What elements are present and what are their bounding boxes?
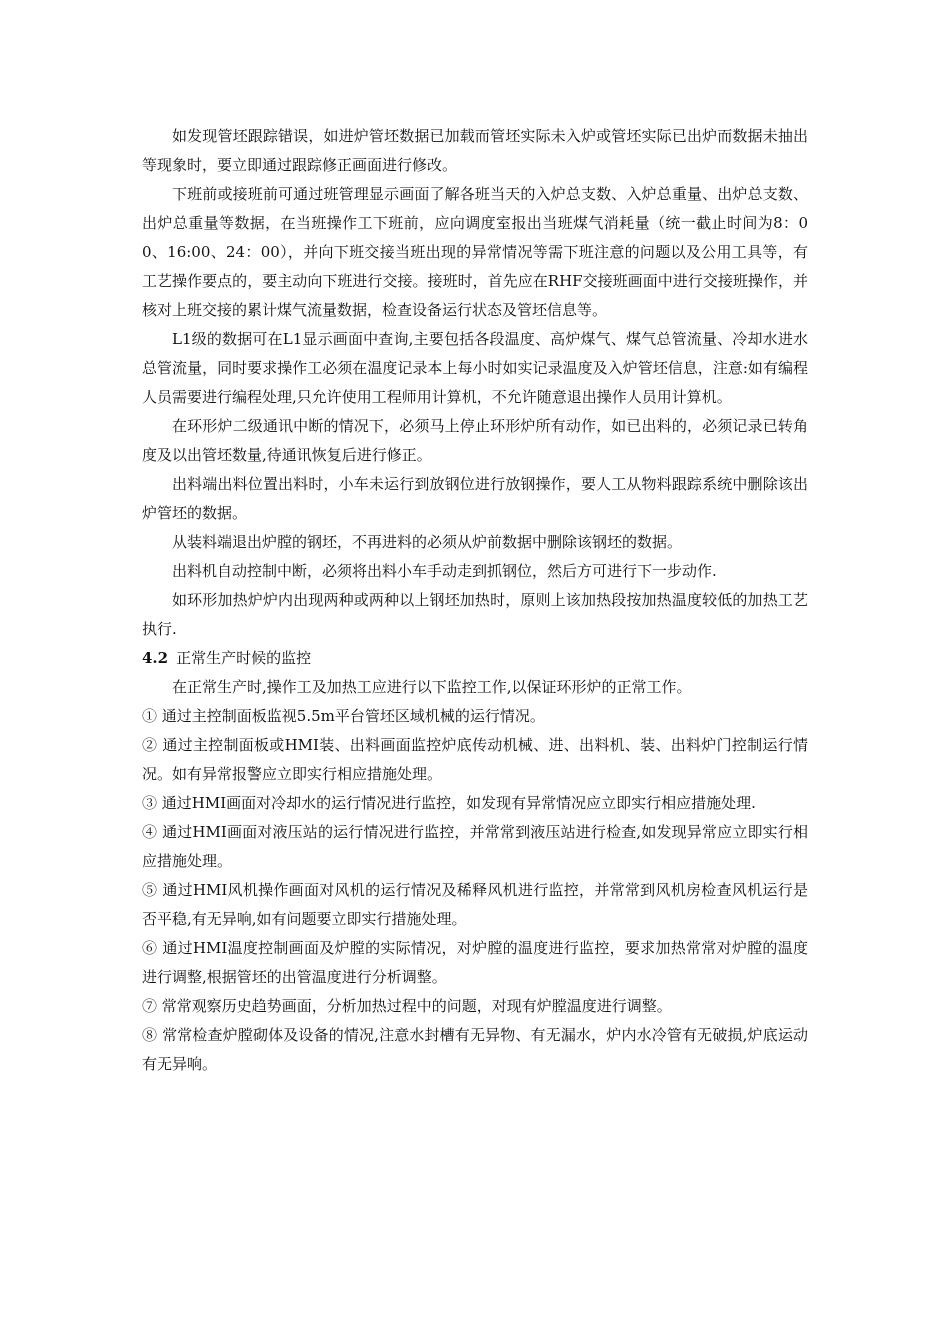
paragraph-tracking-error: 如发现管坯跟踪错误，如进炉管坯数据已加载而管坯实际未入炉或管坯实际已出炉而数据未抽出等现象时，要立即通过跟踪修正画面进行修改。 [142, 127, 808, 174]
list-item: ④ 通过HMI画面对液压站的运行情况进行监控，并常常到液压站进行检查,如发现异常应立即实行相应措施处理。 [142, 823, 808, 870]
list-item: ① 通过主控制面板监视5.5m平台管坯区域机械的运行情况。 [142, 707, 545, 725]
list-item: ⑧ 常常检查炉膛砌体及设备的情况,注意水封槽有无异物、有无漏水，炉内水冷管有无破损,炉底运动有无异响。 [142, 1026, 808, 1073]
list-item: ⑥ 通过HMI温度控制画面及炉膛的实际情况，对炉膛的温度进行监控，要求加热常常对炉膛的温度进行调整,根据管坯的出管温度进行分析调整。 [142, 939, 808, 986]
document-body [142, 122, 808, 1079]
section-number: 4.2 [142, 649, 169, 667]
paragraph-charging-end-exit: 从装料端退出炉膛的钢坯，不再进料的必须从炉前数据中删除该钢坯的数据。 [172, 533, 683, 551]
paragraph-discharger-auto-interrupt: 出料机自动控制中断，必须将出料小车手动走到抓钢位，然后方可进行下一步动作. [172, 562, 717, 580]
paragraph-discharge-position: 出料端出料位置出料时，小车未运行到放钢位进行放钢操作，要人工从物料跟踪系统中删除该出炉管坯的数据。 [142, 475, 808, 522]
paragraph-comm-interrupt: 在环形炉二级通讯中断的情况下，必须马上停止环形炉所有动作，如已出料的，必须记录已转角度及以出管坯数量,待通讯恢复后进行修正。 [142, 417, 808, 464]
section-intro: 在正常生产时,操作工及加热工应进行以下监控工作,以保证环形炉的正常工作。 [172, 678, 692, 696]
list-item: ⑤ 通过HMI风机操作画面对风机的运行情况及稀释风机进行监控，并常常到风机房检查风机运行是否平稳,有无异响,如有问题要立即实行措施处理。 [142, 881, 808, 928]
section-title: 正常生产时候的监控 [176, 649, 312, 667]
paragraph-shift-handover: 下班前或接班前可通过班管理显示画面了解各班当天的入炉总支数、入炉总重量、出炉总支数、出炉总重量等数据，在当班操作工下班前，应向调度室报出当班煤气消耗量（统一截止时间为8：00、16:00、24：00），并向下班交接当班出现的异常情况等需下班注意的问题以及公用工具等，有工艺操作要点的，要主动向下班进行交接。接班时，首先应在RHF交接班画面中进行交接班操作，并核对上班交接的累计煤气流量数据，检查设备运行状态及管坯信息等。 [142, 185, 808, 319]
paragraph-l1-data: L1级的数据可在L1显示画面中查询,主要包括各段温度、高炉煤气、煤气总管流量、冷却水进水总管流量，同时要求操作工必须在温度记录本上每小时如实记录温度及入炉管坯信息，注意:如有编程人员需要进行编程处理,只允许使用工程师用计算机，不允许随意退出操作人员用计算机。 [142, 330, 808, 406]
paragraph-multiple-billet-types: 如环形加热炉炉内出现两种或两种以上钢坯加热时，原则上该加热段按加热温度较低的加热工艺执行. [142, 591, 808, 638]
list-item: ⑦ 常常观察历史趋势画面，分析加热过程中的问题，对现有炉膛温度进行调整。 [142, 997, 672, 1015]
list-item: ③ 通过HMI画面对冷却水的运行情况进行监控，如发现有异常情况应立即实行相应措施处理. [142, 794, 756, 812]
list-item: ② 通过主控制面板或HMI装、出料画面监控炉底传动机械、进、出料机、装、出料炉门控制运行情况。如有异常报警应立即实行相应措施处理。 [142, 736, 808, 783]
section-heading [142, 644, 808, 673]
